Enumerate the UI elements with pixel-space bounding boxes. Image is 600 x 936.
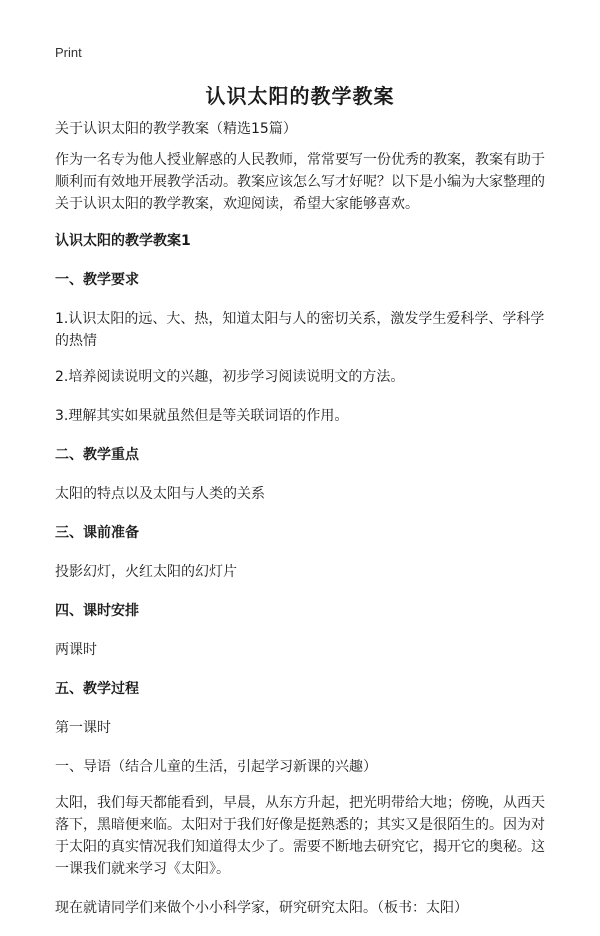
requirement-item: 3.理解其实如果就虽然但是等关联词语的作用。 <box>55 408 349 424</box>
section-heading-preparation: 三、课前准备 <box>55 525 139 541</box>
section-heading-process: 五、教学过程 <box>55 681 139 697</box>
section-heading-schedule: 四、课时安排 <box>55 603 139 619</box>
section-heading-focus: 二、教学重点 <box>55 447 139 463</box>
requirement-item: 2.培养阅读说明文的兴趣，初步学习阅读说明文的方法。 <box>55 369 405 385</box>
print-link[interactable]: Print <box>55 45 82 60</box>
step-heading: 一、导语（结合儿童的生活，引起学习新课的兴趣） <box>55 759 377 775</box>
requirement-item: 1.认识太阳的远、大、热，知道太阳与人的密切关系，激发学生爱科学、学科学的热情 <box>55 311 545 349</box>
section-heading-requirements: 一、教学要求 <box>55 272 139 288</box>
page-title: 认识太阳的教学教案 <box>205 84 395 108</box>
intro-paragraph: 作为一名专为他人授业解惑的人民教师，常常要写一份优秀的教案，教案有助于顺利而有效地开展教学活动。教案应该怎么写才好呢？以下是小编为大家整理的关于认识太阳的教学教案，欢迎阅读，希望大家能够喜欢。 <box>55 152 545 212</box>
section-text-preparation: 投影幻灯，火红太阳的幻灯片 <box>55 564 237 580</box>
document-subtitle: 关于认识太阳的教学教案（精选15篇） <box>55 121 297 137</box>
class-period-label: 第一课时 <box>55 720 111 736</box>
document-body <box>55 118 547 936</box>
step-text: 太阳，我们每天都能看到，早晨，从东方升起，把光明带给大地；傍晚，从西天落下，黑暗便来临。太阳对于我们好像是挺熟悉的；其实又是很陌生的。因为对于太阳的真实情况我们知道得太少了。需要不断地去研究它，揭开它的奥秘。这一课我们就来学习《太阳》。 <box>55 795 545 877</box>
lesson-heading: 认识太阳的教学教案1 <box>55 233 191 249</box>
closing-text: 现在就请同学们来做个小小科学家，研究研究太阳。（板书：太阳） <box>55 900 468 916</box>
section-text-focus: 太阳的特点以及太阳与人类的关系 <box>55 486 265 502</box>
section-text-schedule: 两课时 <box>55 642 97 658</box>
